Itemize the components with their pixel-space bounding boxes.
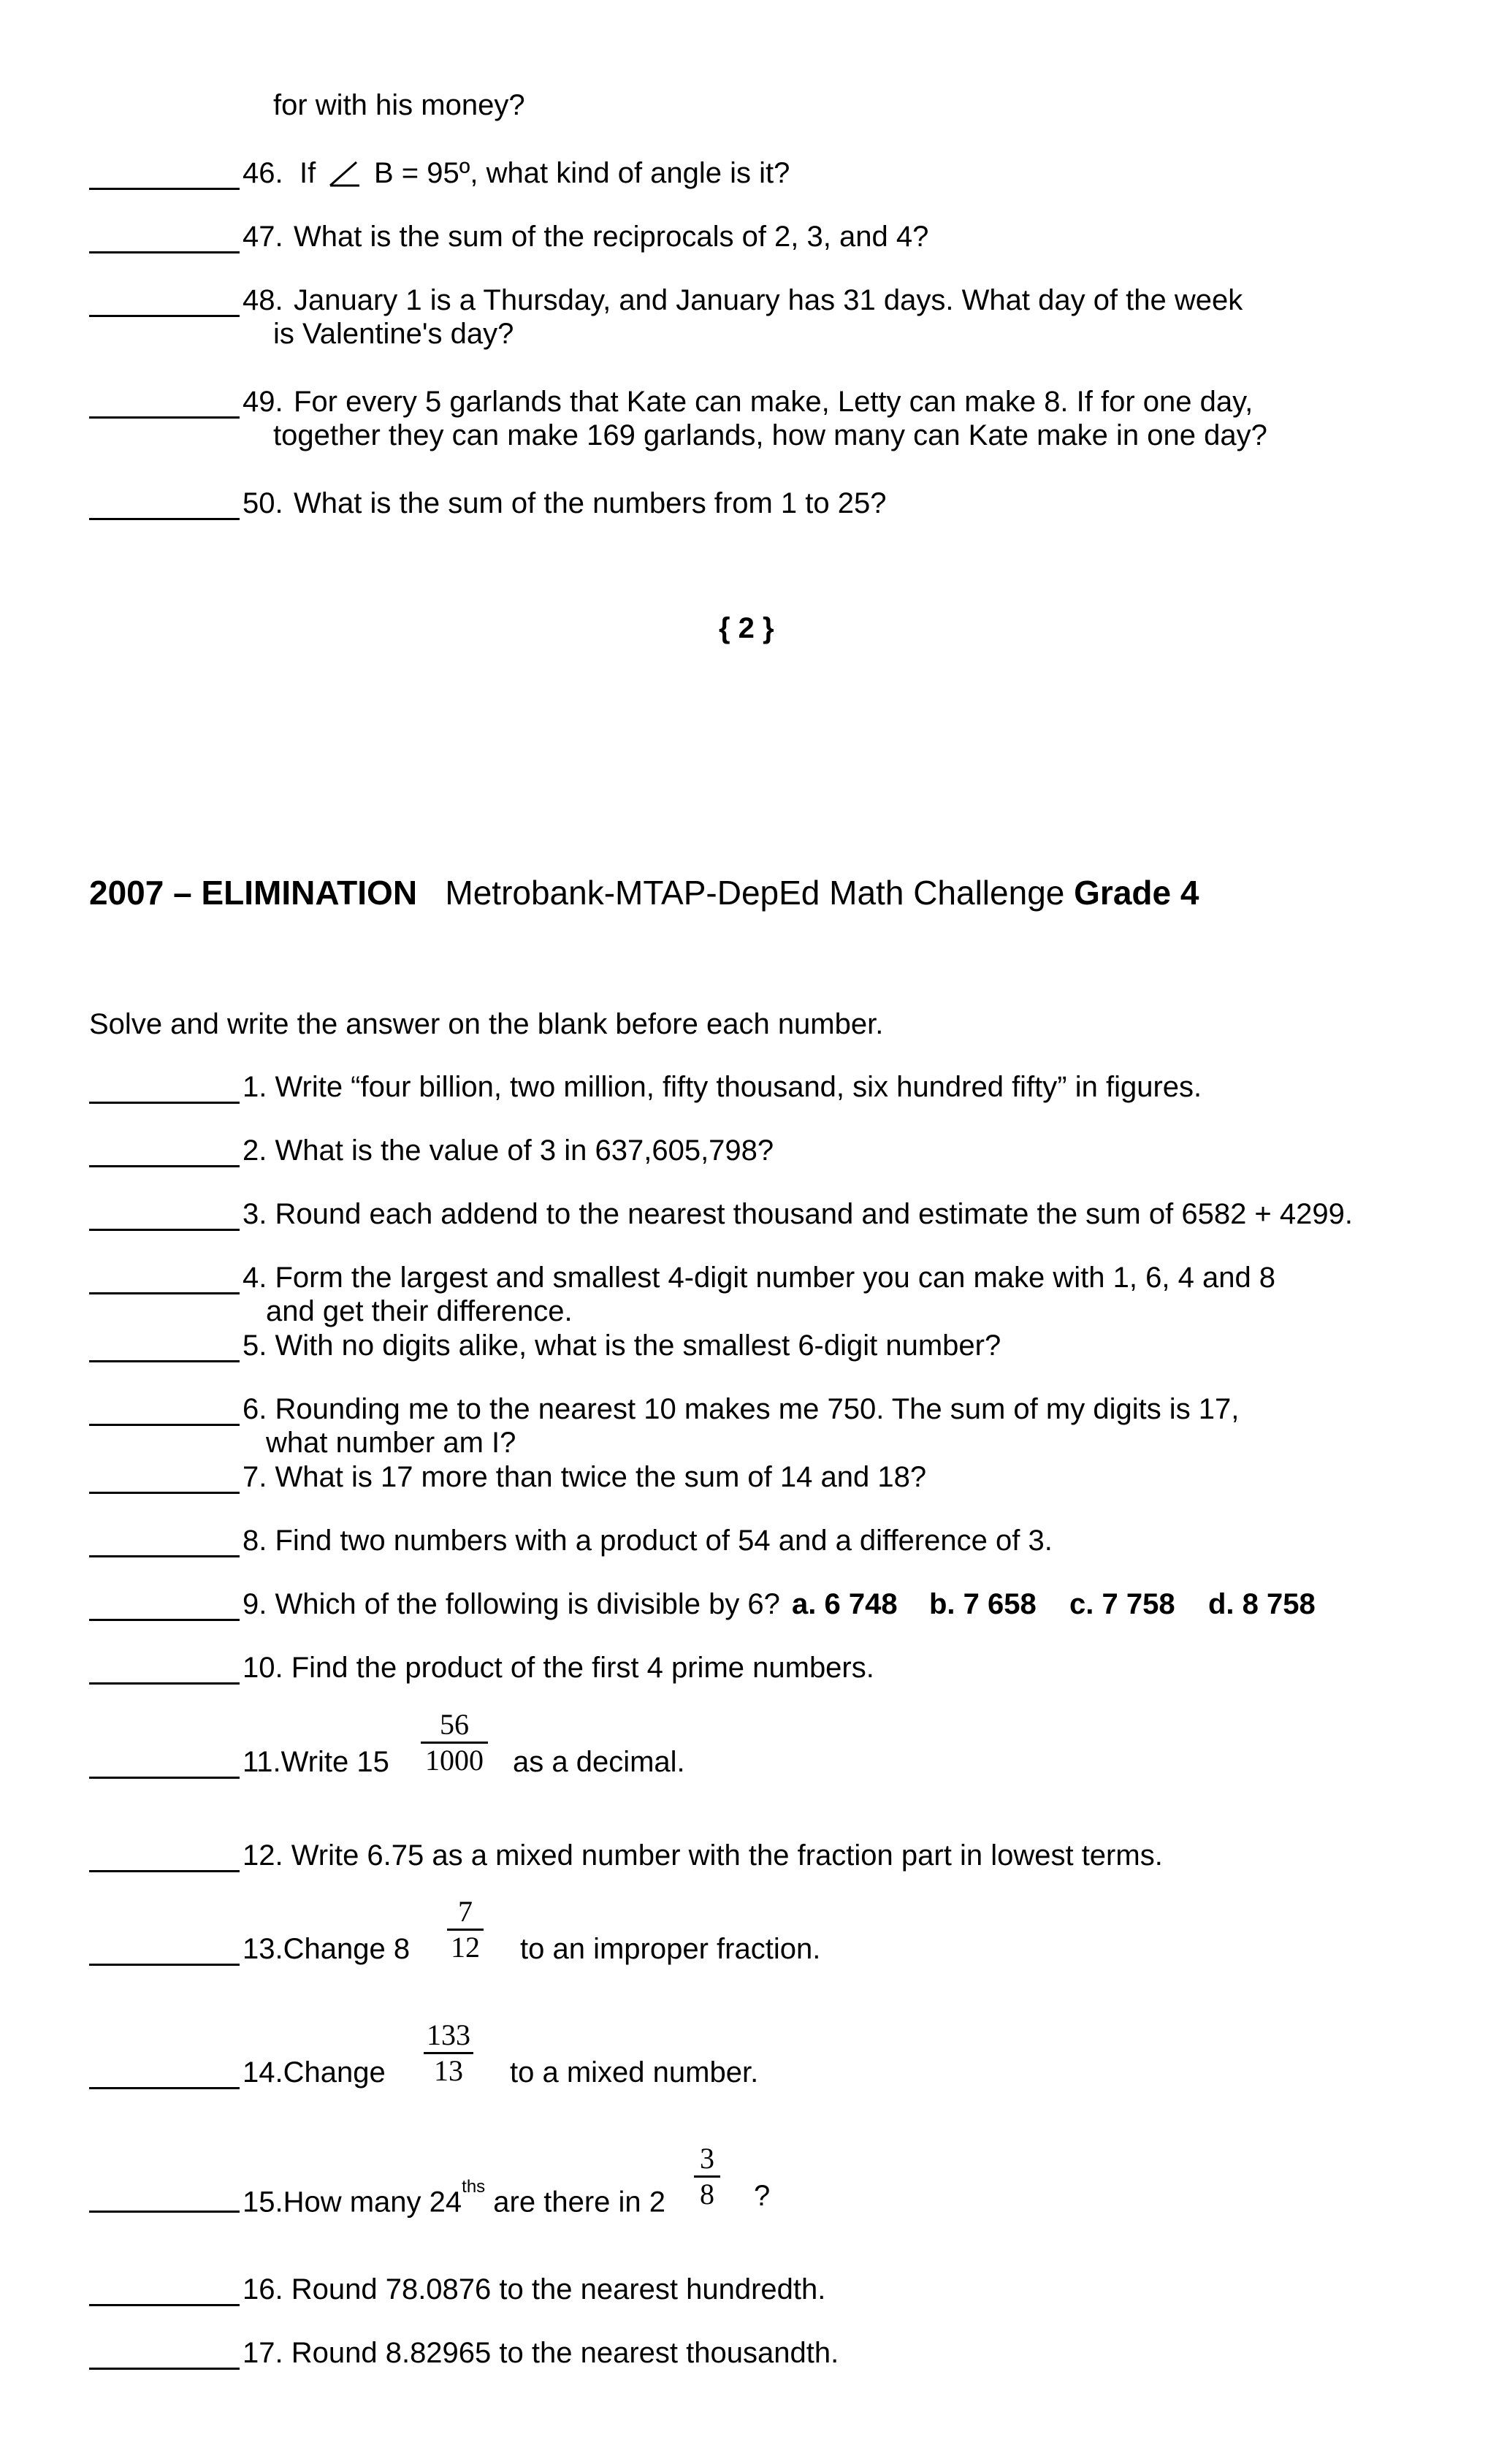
q46-prefix: If	[299, 157, 316, 189]
angle-icon	[327, 159, 361, 188]
q49-text-line2: together they can make 169 garlands, how many can Kate make in one day?	[273, 419, 1267, 451]
q14-numerator: 133	[427, 2018, 470, 2051]
answer-blank-6[interactable]	[89, 1424, 240, 1426]
q9-choice-b: b. 7 658	[929, 1588, 1037, 1620]
answer-blank-5[interactable]	[89, 1360, 240, 1362]
question-5: 5. With no digits alike, what is the smallest 6-digit number?	[243, 1330, 1001, 1362]
q9-choice-c: c. 7 758	[1069, 1588, 1175, 1620]
question-3: 3. Round each addend to the nearest thousand and estimate the sum of 6582 + 4299.	[243, 1198, 1353, 1230]
answer-blank-1[interactable]	[89, 1102, 240, 1104]
answer-blank-16[interactable]	[89, 2304, 240, 2306]
q15-denominator: 8	[700, 2178, 714, 2211]
q11-fraction	[421, 1708, 488, 1777]
answer-blank-15[interactable]	[89, 2211, 240, 2213]
q50-text: What is the sum of the numbers from 1 to 25?	[294, 487, 887, 519]
answer-blank-10[interactable]	[89, 1682, 240, 1685]
question-15-prefix: 15.How many 24	[243, 2186, 462, 2219]
question-11-suffix: as a decimal.	[513, 1746, 685, 1778]
question-1: 1. Write “four billion, two million, fifty thousand, six hundred fifty” in figures.	[243, 1071, 1202, 1103]
question-6-line2: what number am I?	[266, 1427, 516, 1459]
q9-choice-d: d. 8 758	[1208, 1588, 1316, 1620]
question-4-line2: and get their difference.	[266, 1295, 573, 1327]
question-8: 8. Find two numbers with a product of 54 and a difference of 3.	[243, 1525, 1053, 1557]
q14-denominator: 13	[434, 2054, 463, 2087]
answer-blank-49[interactable]	[89, 416, 240, 419]
question-6: 6. Rounding me to the nearest 10 makes me 750. The sum of my digits is 17,	[243, 1393, 1240, 1425]
question-12: 12. Write 6.75 as a mixed number with the fraction part in lowest terms.	[243, 1839, 1163, 1872]
q9-choice-a: a. 6 748	[792, 1588, 898, 1620]
q49-number: 49.	[243, 386, 283, 418]
question-4: 4. Form the largest and smallest 4-digit number you can make with 1, 6, 4 and 8	[243, 1262, 1276, 1294]
answer-blank-17[interactable]	[89, 2368, 240, 2370]
question-13-prefix: 13.Change 8	[243, 1933, 411, 1965]
answer-blank-12[interactable]	[89, 1870, 240, 1872]
answer-blank-11[interactable]	[89, 1777, 240, 1779]
question-9: 9. Which of the following is divisible by 6?	[243, 1588, 780, 1620]
question-15	[243, 2178, 665, 2219]
answer-blank-4[interactable]	[89, 1292, 240, 1294]
answer-blank-50[interactable]	[89, 518, 240, 520]
question-2: 2. What is the value of 3 in 637,605,798?	[243, 1134, 774, 1167]
q13-numerator: 7	[458, 1895, 473, 1928]
q47-number: 47.	[243, 221, 283, 253]
page-number: { 2 }	[719, 612, 774, 644]
answer-blank-7[interactable]	[89, 1492, 240, 1494]
answer-blank-8[interactable]	[89, 1555, 240, 1557]
question-15-suffix: ?	[754, 2180, 771, 2212]
q46-text: B = 95º, what kind of angle is it?	[374, 157, 790, 189]
q48-number: 48.	[243, 284, 283, 316]
q48-text-line2: is Valentine's day?	[273, 318, 514, 350]
q49-text: For every 5 garlands that Kate can make, Letty can make 8. If for one day,	[294, 386, 1253, 418]
question-7: 7. What is 17 more than twice the sum of 14 and 18?	[243, 1461, 927, 1493]
section-header	[89, 875, 1199, 910]
answer-blank-2[interactable]	[89, 1165, 240, 1167]
q13-fraction	[447, 1895, 484, 1964]
q46-number: 46.	[243, 157, 283, 189]
question-10: 10. Find the product of the first 4 prime numbers.	[243, 1652, 874, 1684]
q14-fraction	[424, 2018, 473, 2088]
q48-text: January 1 is a Thursday, and January has 31 days. What day of the week	[294, 284, 1243, 316]
q11-denominator: 1000	[425, 1744, 484, 1777]
answer-blank-3[interactable]	[89, 1229, 240, 1231]
header-contest: Metrobank-MTAP-DepEd Math Challenge	[445, 874, 1065, 912]
answer-blank-14[interactable]	[89, 2087, 240, 2089]
question-13-suffix: to an improper fraction.	[520, 1933, 821, 1965]
q47-text: What is the sum of the reciprocals of 2, 3, and 4?	[294, 221, 929, 253]
header-year-round: 2007 – ELIMINATION	[89, 874, 418, 912]
q15-superscript: ths	[462, 2177, 486, 2197]
answer-blank-47[interactable]	[89, 251, 240, 253]
instructions: Solve and write the answer on the blank before each number.	[89, 1008, 884, 1040]
q13-denominator: 12	[451, 1931, 480, 1964]
header-grade: Grade 4	[1074, 874, 1199, 912]
question-14-suffix: to a mixed number.	[510, 2056, 759, 2089]
question-17: 17. Round 8.82965 to the nearest thousandth.	[243, 2337, 839, 2369]
q15-numerator: 3	[700, 2142, 714, 2175]
q11-numerator: 56	[440, 1708, 469, 1741]
question-14-prefix: 14.Change	[243, 2056, 386, 2089]
q45-tail: for with his money?	[273, 89, 525, 121]
question-16: 16. Round 78.0876 to the nearest hundredth.	[243, 2273, 826, 2305]
question-15-mid: are there in 2	[493, 2186, 665, 2219]
answer-blank-46[interactable]	[89, 188, 240, 190]
q50-number: 50.	[243, 487, 283, 519]
question-11-prefix: 11.Write 15	[243, 1746, 389, 1778]
answer-blank-13[interactable]	[89, 1964, 240, 1966]
q15-fraction	[694, 2142, 720, 2211]
answer-blank-48[interactable]	[89, 315, 240, 317]
answer-blank-9[interactable]	[89, 1619, 240, 1621]
